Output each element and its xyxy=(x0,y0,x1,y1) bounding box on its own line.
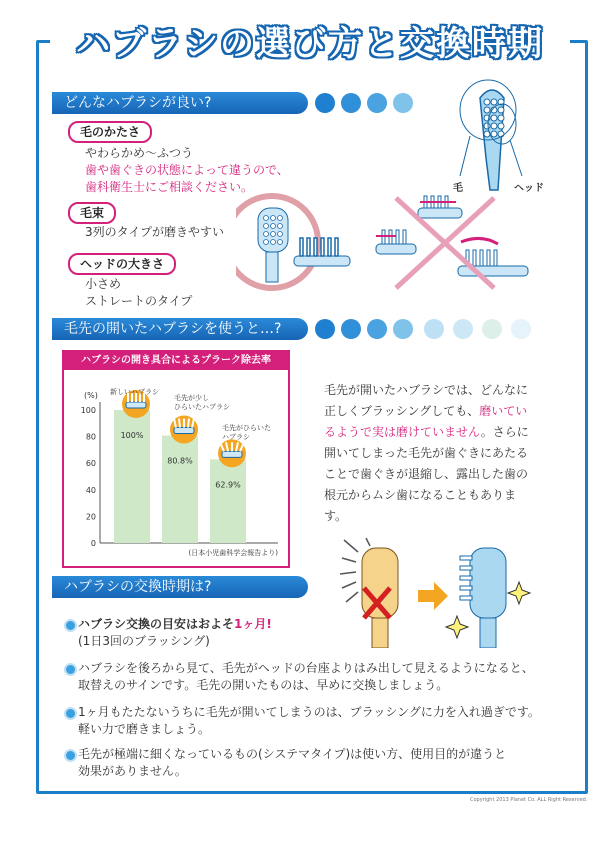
brush-head-icon xyxy=(174,428,194,434)
bar xyxy=(210,459,246,543)
bristle-hardness-note: 歯や歯ぐきの状態によって違うので、 xyxy=(85,163,289,177)
title-banner xyxy=(50,18,570,70)
y-tick-label: 20 xyxy=(85,512,96,522)
page-title: ハブラシの選び方と交換時期 xyxy=(76,24,544,64)
bullet-dot xyxy=(64,707,77,720)
heading-dot xyxy=(393,319,413,339)
diagram-label-head: ヘッド xyxy=(514,183,544,194)
chart-title: ハブラシの開き具合によるプラーク除去率 xyxy=(64,352,288,370)
y-tick-label: 60 xyxy=(85,459,96,469)
category-label: 毛先が少し xyxy=(174,394,209,402)
bar xyxy=(114,410,150,543)
section1-heading: どんなハブラシが良い? xyxy=(52,92,308,114)
label-bristle-hardness: 毛のかたさ xyxy=(68,121,152,143)
value-label: 62.9% xyxy=(215,480,241,490)
bullet-line: ハブラシを後ろから見て、毛先がヘッドの台座よりはみ出して見えるようになると、 xyxy=(78,661,534,675)
frayed-brush-paragraph xyxy=(324,380,538,527)
paragraph-text: 。さらに開いてしまった毛先が歯ぐきにあたることで歯ぐきが退縮し、露出した歯の根元からムシ歯になることもあります。 xyxy=(324,425,529,523)
bullet-highlight: 1ヶ月! xyxy=(234,617,272,631)
copyright-text: Copyright 2013 Planet Co. ALL Right Reserved. xyxy=(470,797,588,803)
bullet-line: 軽い力で磨きましょう。 xyxy=(78,722,211,736)
bullet-too-much-force xyxy=(78,704,540,738)
label-tufts: 毛束 xyxy=(68,202,116,224)
bullet-line: 取替えのサインです。毛先の開いたものは、早めに交換しましょう。 xyxy=(78,678,449,692)
brush-head-icon xyxy=(126,402,146,408)
bristle-hardness-text xyxy=(85,145,289,196)
bullet-back-view xyxy=(78,660,534,694)
heading-dot xyxy=(315,319,335,339)
heading-dot xyxy=(367,319,387,339)
brush-bristle xyxy=(179,419,180,428)
heading-dot xyxy=(482,319,502,339)
brush-bristle xyxy=(188,419,189,428)
heading-dot xyxy=(453,319,473,339)
bar xyxy=(162,436,198,543)
head-size-line: 小さめ xyxy=(85,277,122,291)
replacement-illustration xyxy=(340,538,540,648)
bristle-hardness-note: 歯科衛生士にご相談ください。 xyxy=(85,180,254,194)
heading-dot xyxy=(367,93,387,113)
section2-heading: 毛先の開いたハブラシを使うと…? xyxy=(52,318,308,340)
bullet-dot xyxy=(64,749,77,762)
bullet-line: 効果がありません。 xyxy=(78,764,187,778)
y-tick-label: 0 xyxy=(90,539,96,548)
bullet-dot xyxy=(64,619,77,632)
heading-dot xyxy=(341,319,361,339)
heading-dot xyxy=(393,93,413,113)
heading-dot xyxy=(315,93,335,113)
plaque-removal-chart xyxy=(62,350,290,568)
paragraph-text: 毛先が開いたハブラシでは、どんなに正しくブラッシングしても、 xyxy=(324,383,529,418)
value-label: 100% xyxy=(120,431,144,440)
diagram-label-bristle: 毛 xyxy=(453,183,463,194)
y-tick-label: 100 xyxy=(80,406,96,415)
category-label: ハブラシ xyxy=(222,433,250,441)
heading-dot xyxy=(511,319,531,339)
bullet-replacement-guide xyxy=(78,616,272,650)
section3-heading: ハブラシの交換時期は? xyxy=(52,576,308,598)
y-tick-label: 40 xyxy=(85,485,96,495)
bullet-line: 毛先が極端に細くなっているもの(システマタイプ)は使い方、使用目的が違うと xyxy=(78,747,507,761)
head-size-text xyxy=(85,276,192,310)
heading-dot xyxy=(341,93,361,113)
value-label: 80.8% xyxy=(167,456,193,466)
chart-source: (日本小児歯科学会報告より) xyxy=(188,549,278,557)
paragraph-highlight: 磨いているようで実は磨けていません xyxy=(324,404,528,439)
y-tick-label: 80 xyxy=(85,432,96,442)
bullet-line: (1日3回のブラッシング) xyxy=(78,634,210,648)
bullet-fine-bristles xyxy=(78,746,506,780)
brush-head-icon xyxy=(222,451,242,457)
label-head-size: ヘッドの大きさ xyxy=(68,253,176,275)
brush-comparison-illustration xyxy=(236,192,566,296)
category-label: 毛先がひらいた xyxy=(222,424,271,432)
tufts-text: 3列のタイプが磨きやすい xyxy=(85,225,225,239)
category-label: 新しいハブラシ xyxy=(110,388,159,396)
chart-plot xyxy=(64,370,288,566)
head-size-line: ストレートのタイプ xyxy=(85,294,193,308)
heading-dot xyxy=(424,319,444,339)
bullet-dot xyxy=(64,663,77,676)
y-axis-label: (%) xyxy=(84,391,98,400)
bristle-hardness-line: やわらかめ～ふつう xyxy=(85,146,194,160)
bullet-lead: ハブラシ交換の目安はおよそ xyxy=(78,617,235,631)
category-label: ひらいたハブラシ xyxy=(174,403,230,411)
bullet-line: 1ヶ月もたたないうちに毛先が開いてしまうのは、ブラッシングに力を入れ過ぎです。 xyxy=(78,705,540,719)
